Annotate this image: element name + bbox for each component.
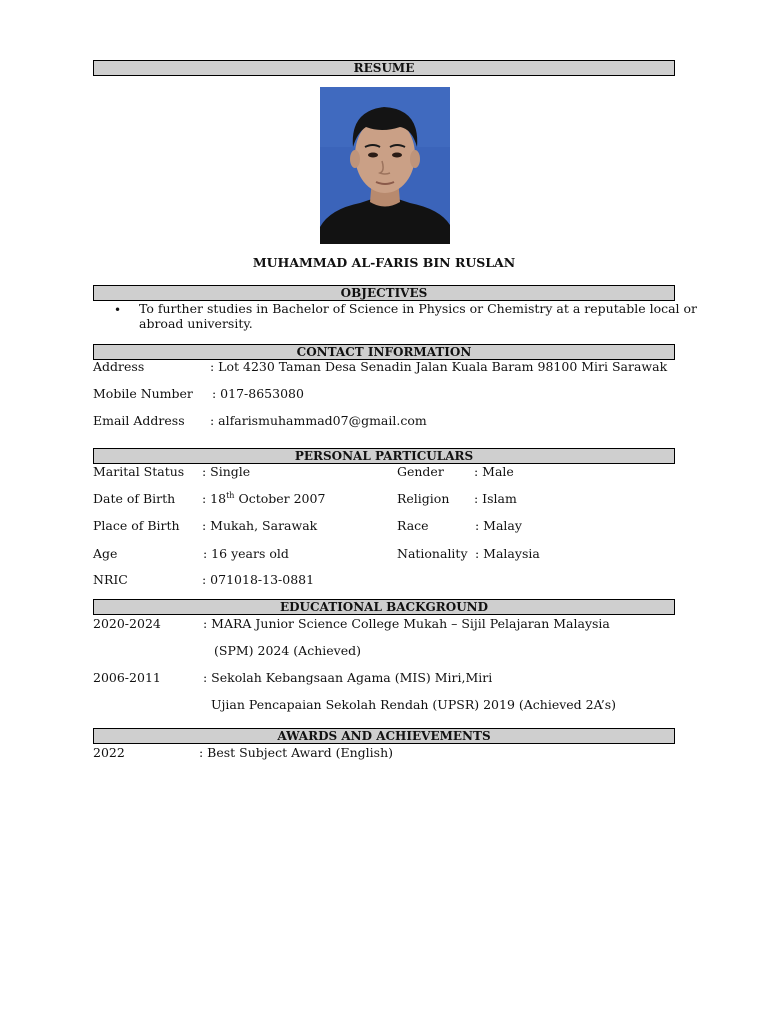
objective-line-2: abroad university.: [139, 316, 253, 331]
dob-day: : 18: [202, 491, 227, 506]
gender-label: Gender: [397, 464, 444, 479]
personal-heading: PERSONAL PARTICULARS: [294, 449, 474, 463]
resume-title: RESUME: [353, 61, 415, 75]
contact-heading: CONTACT INFORMATION: [296, 345, 472, 359]
full-name: MUHAMMAD AL-FARIS BIN RUSLAN: [252, 255, 516, 270]
marital-value: : Single: [202, 464, 251, 479]
race-label: Race: [397, 518, 429, 533]
education-2-years: 2006-2011: [93, 670, 161, 685]
marital-label: Marital Status: [93, 464, 185, 479]
bullet-icon: •: [114, 303, 122, 317]
education-2-result: Ujian Pencapaian Sekolah Rendah (UPSR) 2019 (Achieved 2A’s): [211, 697, 617, 712]
education-1-result: (SPM) 2024 (Achieved): [214, 643, 361, 658]
email-label: Email Address: [93, 413, 185, 428]
address-label: Address: [93, 359, 145, 374]
nationality-label: Nationality: [397, 546, 468, 561]
nric-label: NRIC: [93, 572, 128, 587]
education-2-school: : Sekolah Kebangsaan Agama (MIS) Miri,Miri: [203, 670, 493, 685]
dob-value: [202, 491, 325, 507]
contact-heading-bar: [93, 344, 675, 360]
pob-label: Place of Birth: [93, 518, 180, 533]
resume-title-bar: [93, 60, 675, 76]
religion-value: : Islam: [474, 491, 517, 506]
dob-suffix-sup: th: [226, 490, 235, 500]
race-value: : Malay: [475, 518, 522, 533]
address-value: : Lot 4230 Taman Desa Senadin Jalan Kuala Baram 98100 Miri Sarawak: [210, 359, 668, 374]
dob-label: Date of Birth: [93, 491, 176, 506]
mobile-value: : 017-8653080: [212, 386, 304, 401]
person-photo-icon: [320, 87, 450, 244]
age-value: : 16 years old: [203, 546, 289, 561]
objectives-heading-bar: [93, 285, 675, 301]
award-1-title: : Best Subject Award (English): [199, 745, 394, 760]
objectives-heading: OBJECTIVES: [340, 286, 428, 300]
education-heading: EDUCATIONAL BACKGROUND: [279, 600, 489, 614]
nric-value: : 071018-13-0881: [202, 572, 315, 587]
personal-heading-bar: [93, 448, 675, 464]
awards-heading: AWARDS AND ACHIEVEMENTS: [277, 729, 491, 743]
gender-value: : Male: [474, 464, 514, 479]
email-value: : alfarismuhammad07@gmail.com: [210, 413, 427, 428]
education-1-years: 2020-2024: [93, 616, 161, 631]
objective-line-1: To further studies in Bachelor of Science in Physics or Chemistry at a reputable local or: [139, 301, 698, 316]
age-label: Age: [93, 546, 118, 561]
pob-value: : Mukah, Sarawak: [202, 518, 318, 533]
award-1-year: 2022: [93, 745, 125, 760]
nationality-value: : Malaysia: [475, 546, 540, 561]
mobile-label: Mobile Number: [93, 386, 193, 401]
profile-photo: [320, 87, 450, 244]
awards-heading-bar: [93, 728, 675, 744]
dob-month-year: October 2007: [234, 491, 326, 506]
education-heading-bar: [93, 599, 675, 615]
education-1-school: : MARA Junior Science College Mukah – Sijil Pelajaran Malaysia: [203, 616, 610, 631]
religion-label: Religion: [397, 491, 450, 506]
